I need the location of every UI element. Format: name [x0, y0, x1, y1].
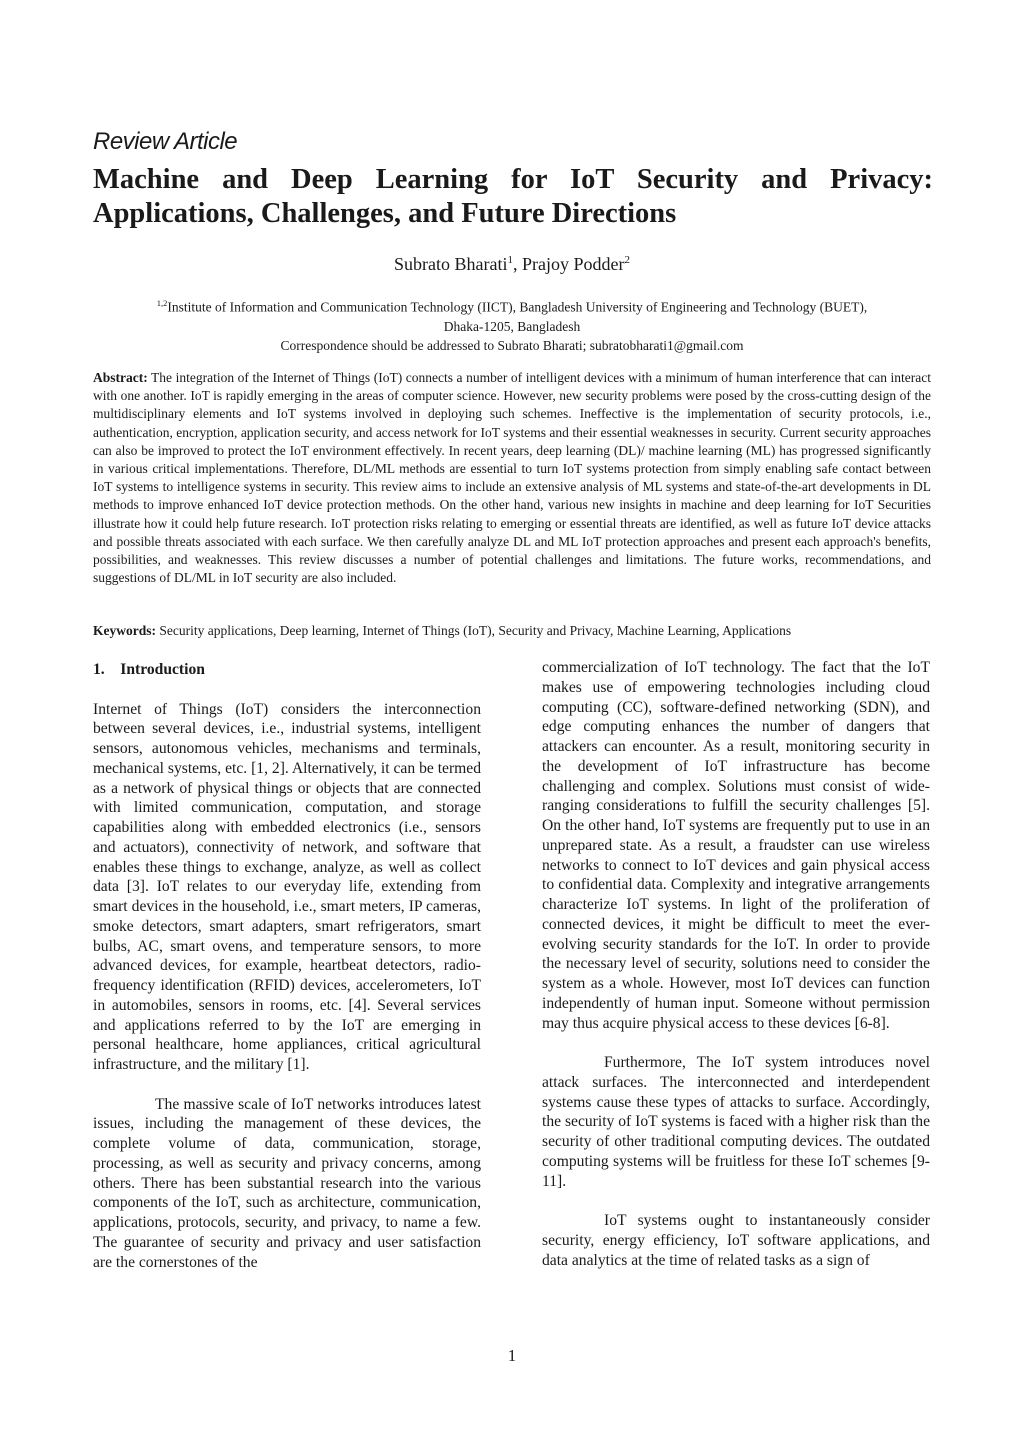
author-name: Prajoy Podder [521, 254, 625, 274]
paper-title-line-1: Machine and Deep Learning for IoT Security and Privacy: [93, 164, 933, 195]
affiliation-institute: Institute of Information and Communication Technology (IICT), Bangladesh University of Engineering and Technology (BUET), [167, 299, 868, 315]
author-list [93, 254, 931, 275]
intro-paragraph-4: Furthermore, The IoT system introduces novel attack surfaces. The interconnected and interdependent systems cause these types of attacks to surface. Accordingly, the security of IoT systems is faced with a higher risk than the security of other traditional computing devices. The outdated computing systems will be fruitless for these IoT schemes [9-11]. [542, 1054, 930, 1190]
paper-title [93, 163, 933, 231]
author-name: Subrato Bharati [394, 254, 508, 274]
intro-paragraph-1: Internet of Things (IoT) considers the interconnection between several devices, i.e., industrial systems, intelligent sensors, autonomous vehicles, mechanisms and terminals, mechanical systems, etc. [1, 2]. Alternatively, it can be termed as a network of physical things or objects that are connected with limited communication, computation, and storage capabilities along with embedded electronics (i.e., sensors and actuators), connectivity of network, and software that enables these things to exchange, analyze, as well as collect data [3]. IoT relates to our everyday life, extending from smart devices in the household, i.e., smart meters, IP cameras, smoke detectors, smart adapters, smart refrigerators, smart bulbs, AC, smart ovens, and temperature sensors, to more advanced devices, for example, heartbeat detectors, radio-frequency identification (RFID) devices, accelerometers, IoT in automobiles, sensors in rooms, etc. [4]. Several services and applications referred to by the IoT are emerging in personal healthcare, home appliances, critical agricultural infrastructure, and the military [1]. [93, 700, 481, 1073]
keywords-label: Keywords: [93, 623, 156, 638]
abstract-label: Abstract: [93, 370, 148, 385]
correspondence-line: Correspondence should be addressed to Subrato Bharati; subratobharati1@gmail.com [280, 337, 744, 353]
intro-paragraph-5: IoT systems ought to instantaneously consider security, energy efficiency, IoT software applications, and data analytics at the time of related tasks as a sign of [542, 1212, 930, 1269]
author-affiliation-marker: 2 [624, 254, 630, 266]
author-separator: , [512, 254, 522, 274]
article-type-label: Review Article [93, 128, 238, 155]
affiliation-marker: 1,2 [156, 298, 168, 308]
section-heading-introduction: 1. Introduction [93, 661, 205, 678]
abstract [93, 369, 931, 587]
page-number: 1 [507, 1346, 517, 1365]
left-column [93, 658, 481, 1272]
right-column [542, 658, 930, 1270]
abstract-text: The integration of the Internet of Things (IoT) connects a number of intelligent devices with a minimum of human interference that can interact with one another. IoT is rapidly emerging in the areas of computer science. However, new security problems were posed by the cross-cutting design of the multidisciplinary elements and IoT systems involved in deploying such schemes. Ineffective is the implementation of security protocols, i.e., authentication, encryption, application security, and access network for IoT systems and their essential weaknesses in security. Current security approaches can also be improved to protect the IoT environment effectively. In recent years, deep learning (DL)/ machine learning (ML) has progressed significantly in various critical implementations. Therefore, DL/ML methods are essential to turn IoT systems protection from simply enabling safe contact between IoT systems to intelligence systems in security. This review aims to include an extensive analysis of ML systems and state-of-the-art developments in DL methods to improve enhanced IoT device protection methods. On the other hand, various new insights in machine and deep learning for IoT Securities illustrate how it could help future research. IoT protection risks relating to emerging or essential threats are identified, as well as future IoT device attacks and possible threats associated with each surface. We then carefully analyze DL and ML IoT protection approaches and present each approach's benefits, possibilities, and weaknesses. This review discusses a number of potential challenges and limitations. The future works, recommendations, and suggestions of DL/ML in IoT security are also included. [93, 370, 931, 586]
keywords-text: Security applications, Deep learning, Internet of Things (IoT), Security and Privacy, Machine Learning, Applications [156, 623, 792, 638]
author-affiliation-marker: 1 [507, 254, 513, 266]
paper-title-line-2: Applications, Challenges, and Future Directions [93, 198, 677, 229]
affiliation-line [93, 294, 931, 317]
intro-paragraph-2: The massive scale of IoT networks introduces latest issues, including the management of these devices, the complete volume of data, communication, storage, processing, as well as security and privacy concerns, among others. There has been substantial research into the various components of the IoT, such as architecture, communication, applications, protocols, security, and privacy, to name a few. The guarantee of security and privacy and user satisfaction are the cornerstones of the [93, 1095, 481, 1271]
affiliation-city: Dhaka-1205, Bangladesh [443, 318, 581, 334]
affiliation-block [93, 294, 931, 355]
keywords [93, 622, 931, 640]
intro-paragraph-3: commercialization of IoT technology. The fact that the IoT makes use of empowering technologies including cloud computing (CC), software-defined networking (SDN), and edge computing enhances the number of dangers that attackers can encounter. As a result, monitoring security in the development of IoT infrastructure has become challenging and complex. Solutions must consist of wide-ranging considerations to fulfill the security challenges [5]. On the other hand, IoT systems are frequently put to use in an unprepared state. As a result, a fraudster can use wireless networks to connect to IoT devices and gain physical access to confidential data. Complexity and integrative arrangements characterize IoT systems. In light of the proliferation of connected devices, it might be difficult to meet the ever-evolving security standards for the IoT. In order to provide the necessary level of security, solutions need to consider the system as a whole. However, most IoT devices can function independently of human input. Someone without permission may thus acquire physical access to these devices [6-8]. [542, 659, 930, 1032]
